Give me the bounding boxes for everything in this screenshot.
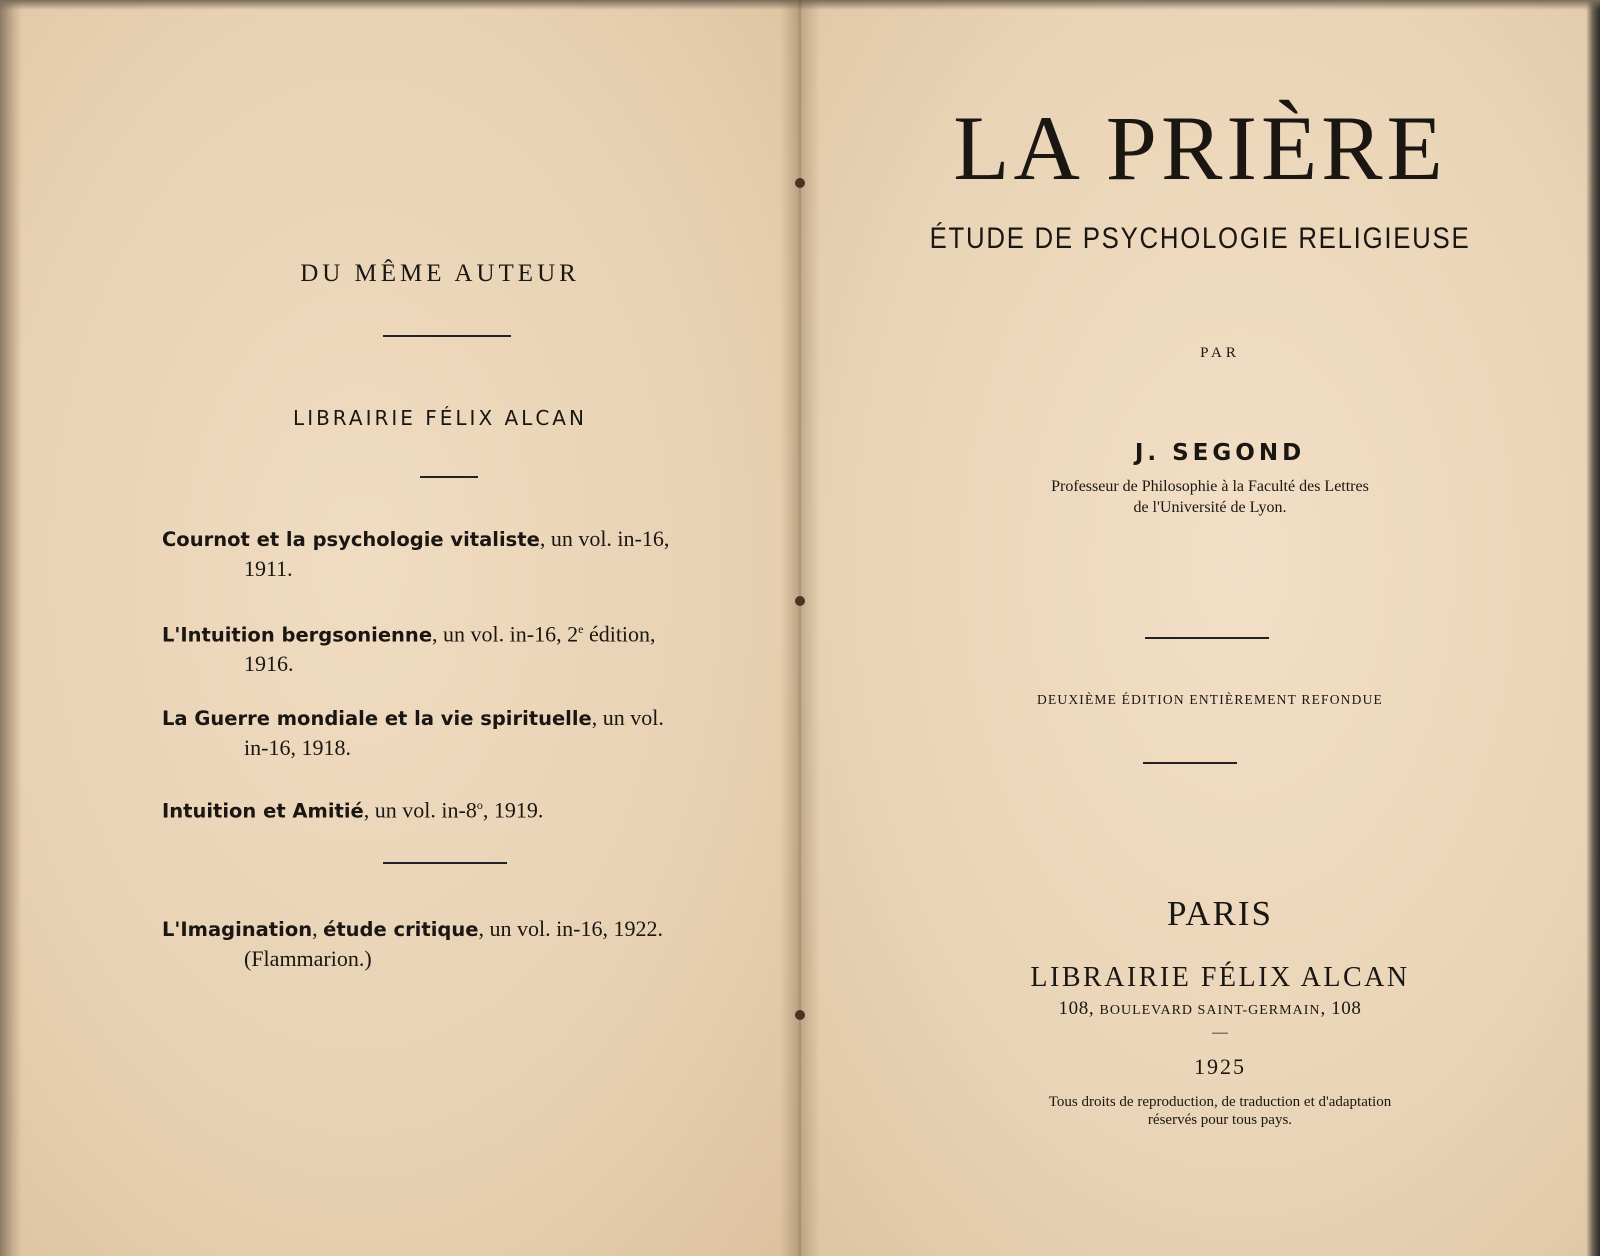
bibliography-entry — [162, 914, 752, 973]
work-title: Cournot et la psychologie vitaliste — [162, 528, 540, 551]
work-title: La Guerre mondiale et la vie spirituelle — [162, 707, 592, 730]
publication-year: 1925 — [1194, 1054, 1246, 1079]
address-number: 108, — [1058, 998, 1100, 1019]
work-details: , — [312, 916, 324, 941]
edition-statement: DEUXIÈME ÉDITION ENTIÈREMENT REFONDUE — [1037, 692, 1383, 707]
rights-notice: Tous droits de reproduction, de traduction et d'adaptation — [1048, 1094, 1392, 1110]
by-label: PAR — [1200, 345, 1240, 361]
divider-rule — [383, 862, 507, 864]
superscript: e — [578, 622, 584, 636]
same-author-heading: DU MÊME AUTEUR — [300, 260, 580, 287]
book-subtitle: ÉTUDE DE PSYCHOLOGIE RELIGIEUSE — [929, 222, 1471, 255]
binding-stitch — [795, 178, 805, 188]
author-affiliation: Professeur de Philosophie à la Faculté des Lettres — [1051, 478, 1369, 495]
work-title: L'Imagination — [162, 918, 313, 941]
address-street: BOULEVARD SAINT-GERMAIN — [1099, 1003, 1321, 1018]
author-affiliation: de l'Université de Lyon. — [1133, 499, 1287, 516]
work-details: édition, — [583, 621, 656, 647]
bibliography-entry — [162, 615, 752, 678]
bibliography-entry — [162, 524, 752, 583]
bibliography-entry — [162, 791, 752, 825]
dash-separator: — — [1212, 1024, 1228, 1041]
left-publisher-heading: LIBRAIRIE FÉLIX ALCAN — [293, 406, 587, 430]
binding-stitch — [795, 1010, 805, 1020]
book-title: LA PRIÈRE — [953, 97, 1447, 199]
rights-notice: réservés pour tous pays. — [1147, 1112, 1293, 1128]
work-details: , un vol. in-16, 1922. — [478, 916, 664, 941]
work-title: Intuition et Amitié — [162, 799, 364, 823]
divider-rule — [383, 335, 511, 337]
work-year: 1916. — [244, 651, 294, 677]
work-year: 1911. — [244, 556, 293, 581]
work-details: , un vol. in-8 — [363, 797, 477, 823]
work-subtitle: étude critique — [323, 918, 479, 941]
work-title: L'Intuition bergsonienne — [162, 623, 433, 647]
publication-city: PARIS — [1167, 894, 1273, 933]
work-year: in-16, 1918. — [244, 735, 351, 760]
work-details: , un vol. in-16, — [539, 526, 670, 551]
address-number: , 108 — [1320, 998, 1362, 1019]
divider-rule — [420, 476, 478, 478]
work-details: , un vol. — [591, 705, 664, 730]
publisher-name: LIBRAIRIE FÉLIX ALCAN — [1030, 962, 1410, 993]
superscript: o — [476, 798, 483, 812]
binding-stitch — [795, 596, 805, 606]
left-page-edge — [0, 0, 22, 1256]
bibliography-entry — [162, 703, 752, 762]
work-details: , un vol. in-16, 2 — [432, 621, 579, 647]
author-name: J. SEGOND — [1134, 440, 1306, 466]
publisher-address — [960, 998, 1460, 1020]
work-publisher: (Flammarion.) — [244, 946, 372, 971]
book-gutter — [780, 0, 820, 1256]
work-details: , 1919. — [482, 797, 544, 823]
divider-rule — [1143, 762, 1237, 764]
divider-rule — [1145, 637, 1269, 639]
right-page-edge — [1586, 0, 1600, 1256]
